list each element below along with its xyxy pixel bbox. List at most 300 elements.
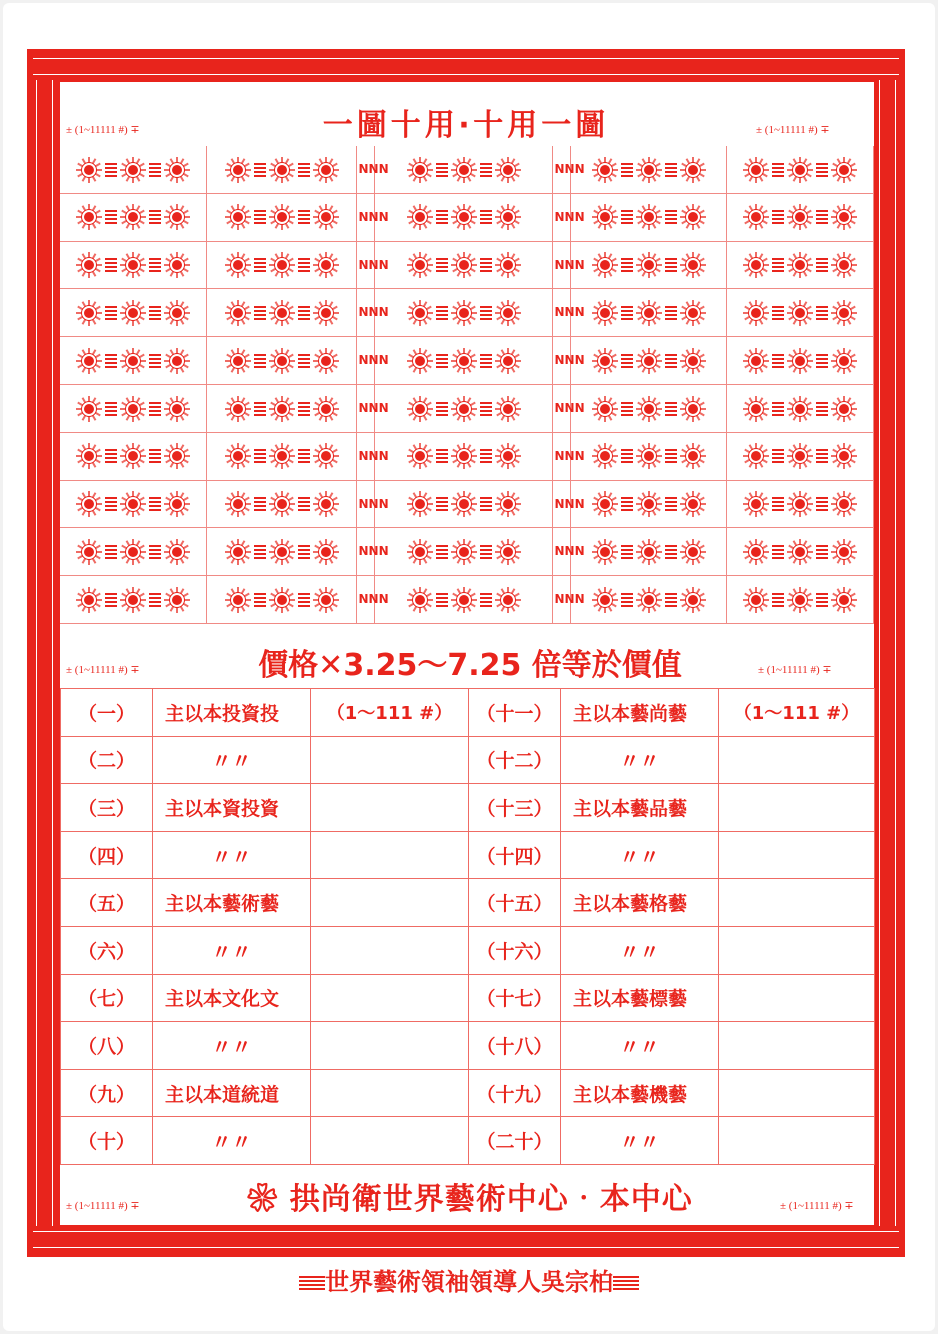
pattern-row <box>60 385 874 433</box>
sun-emblem-icon <box>120 396 146 422</box>
sun-emblem-icon <box>495 539 521 565</box>
sun-emblem-icon <box>313 300 339 326</box>
sun-emblem-icon <box>495 396 521 422</box>
sun-emblem-icon <box>680 157 706 183</box>
table-row <box>61 831 875 879</box>
table-row <box>61 1117 875 1165</box>
triple-bar-icon <box>149 258 161 272</box>
footer-note-right: ± (1~11111 #) ∓ <box>780 1200 854 1212</box>
table-row <box>61 689 875 737</box>
triple-bar-icon <box>480 449 492 463</box>
triple-bar-icon <box>298 354 310 368</box>
leader-title: 世界藝術領袖領導人吳宗柏 <box>325 1267 613 1296</box>
item-number: （四） <box>61 831 153 879</box>
triple-bar-icon <box>665 210 677 224</box>
sun-emblem-icon <box>407 348 433 374</box>
triple-bar-icon <box>621 545 633 559</box>
emblem-cell <box>375 194 553 241</box>
emblem-cell <box>60 289 207 336</box>
z-column-cell <box>357 337 389 384</box>
center-name: ❀ 拱尚衛世界藝術中心‧本中心 <box>247 1182 693 1217</box>
triple-bar-icon <box>254 449 266 463</box>
emblem-cell <box>375 576 553 623</box>
emblem-cell <box>207 385 357 432</box>
item-number: （九） <box>61 1069 153 1117</box>
pattern-row <box>60 289 874 337</box>
sun-emblem-icon <box>787 539 813 565</box>
z-column-cell <box>357 194 389 241</box>
item-range <box>719 1069 875 1117</box>
item-range <box>311 831 469 879</box>
triple-bar-icon <box>772 497 784 511</box>
fret-border-top <box>33 55 899 78</box>
item-description: 主以本藝格藝 <box>561 879 719 927</box>
triple-bar-icon <box>665 449 677 463</box>
sun-emblem-icon <box>636 157 662 183</box>
emblem-cell <box>207 528 357 575</box>
sun-emblem-icon <box>831 204 857 230</box>
sun-emblem-icon <box>680 587 706 613</box>
z-column-cell <box>357 433 389 480</box>
triple-bar-icon <box>298 402 310 416</box>
fret-border-left <box>33 80 56 1226</box>
item-range <box>311 926 469 974</box>
price-title: 價格✕3.25～7.25 倍等於價值 <box>258 648 682 683</box>
emblem-cell <box>207 289 357 336</box>
sun-emblem-icon <box>407 443 433 469</box>
triple-bar-icon <box>480 402 492 416</box>
triple-bar-icon <box>665 497 677 511</box>
item-number: （十六） <box>469 926 561 974</box>
sun-emblem-icon <box>680 491 706 517</box>
sun-emblem-icon <box>787 443 813 469</box>
item-range <box>311 736 469 784</box>
triple-bar-icon <box>621 163 633 177</box>
z-glyph: NNN <box>358 448 389 463</box>
sun-emblem-icon <box>76 300 102 326</box>
sun-emblem-icon <box>225 443 251 469</box>
sun-emblem-icon <box>120 252 146 278</box>
z-glyph: NNN <box>554 448 585 463</box>
triple-bar-icon <box>665 258 677 272</box>
sun-emblem-icon <box>313 491 339 517</box>
z-glyph: NNN <box>554 401 585 415</box>
triple-bar-icon <box>436 354 448 368</box>
item-range <box>719 974 875 1022</box>
sun-emblem-icon <box>743 491 769 517</box>
item-range <box>311 784 469 832</box>
leader-signature <box>180 1262 758 1297</box>
item-number: （八） <box>61 1022 153 1070</box>
triple-bar-icon <box>298 163 310 177</box>
z-glyph: NNN <box>358 209 389 224</box>
sun-emblem-icon <box>495 491 521 517</box>
sun-emblem-icon <box>743 252 769 278</box>
triple-bar-icon <box>149 163 161 177</box>
sun-emblem-icon <box>269 300 295 326</box>
triple-bar-icon <box>298 258 310 272</box>
table-row <box>61 974 875 1022</box>
z-column-cell <box>553 481 585 528</box>
sun-emblem-icon <box>743 396 769 422</box>
item-number: （十） <box>61 1117 153 1165</box>
z-glyph: NNN <box>358 544 389 559</box>
sun-emblem-icon <box>451 157 477 183</box>
item-number: （十二） <box>469 736 561 784</box>
triple-bar-icon <box>816 449 828 463</box>
triple-bar-icon <box>772 449 784 463</box>
emblem-cell <box>60 146 207 193</box>
sun-emblem-icon <box>225 491 251 517</box>
emblem-cell <box>571 146 727 193</box>
z-column-cell <box>357 289 389 336</box>
triple-bar-icon <box>772 402 784 416</box>
z-column-cell <box>553 433 585 480</box>
triple-bar-icon <box>665 545 677 559</box>
emblem-cell <box>727 242 874 289</box>
sun-emblem-icon <box>680 396 706 422</box>
sun-emblem-icon <box>743 157 769 183</box>
item-description: 〃〃 <box>153 926 311 974</box>
sun-emblem-icon <box>313 348 339 374</box>
sun-emblem-icon <box>313 396 339 422</box>
sun-emblem-icon <box>636 204 662 230</box>
triple-bar-icon <box>298 545 310 559</box>
triple-bar-icon <box>621 593 633 607</box>
sun-emblem-icon <box>451 539 477 565</box>
sun-emblem-icon <box>313 157 339 183</box>
triple-bar-icon <box>436 163 448 177</box>
sun-emblem-icon <box>592 491 618 517</box>
triple-bar-icon <box>436 306 448 320</box>
emblem-cell <box>60 194 207 241</box>
item-number: （十四） <box>469 831 561 879</box>
sun-emblem-icon <box>269 539 295 565</box>
pattern-row <box>60 337 874 385</box>
z-glyph: NNN <box>554 257 585 272</box>
triple-bar-icon <box>480 545 492 559</box>
header-note-left: ± (1~11111 #) ∓ <box>66 124 140 136</box>
sun-emblem-icon <box>76 396 102 422</box>
sun-emblem-icon <box>76 157 102 183</box>
item-number: （十八） <box>469 1022 561 1070</box>
sun-emblem-icon <box>495 204 521 230</box>
sun-emblem-icon <box>636 587 662 613</box>
triple-bar-icon <box>105 258 117 272</box>
z-column-cell <box>357 481 389 528</box>
emblem-cell <box>571 242 727 289</box>
z-column-cell <box>553 337 585 384</box>
item-description: 主以本道統道 <box>153 1069 311 1117</box>
sun-emblem-icon <box>407 300 433 326</box>
sun-emblem-icon <box>76 587 102 613</box>
table-row <box>61 784 875 832</box>
item-description: 〃〃 <box>561 926 719 974</box>
emblem-cell <box>727 433 874 480</box>
sun-emblem-icon <box>636 491 662 517</box>
triple-bar-icon <box>816 306 828 320</box>
fret-border-right <box>876 80 899 1226</box>
item-description: 主以本藝標藝 <box>561 974 719 1022</box>
sun-emblem-icon <box>120 204 146 230</box>
pattern-row <box>60 433 874 481</box>
sun-emblem-icon <box>451 396 477 422</box>
emblem-cell <box>727 194 874 241</box>
item-range <box>311 1117 469 1165</box>
sun-emblem-icon <box>407 396 433 422</box>
triple-bar-icon <box>254 354 266 368</box>
sun-emblem-icon <box>120 348 146 374</box>
triple-bar-icon <box>772 306 784 320</box>
triple-bar-icon <box>665 163 677 177</box>
item-description: 主以本資投資 <box>153 784 311 832</box>
pattern-grid <box>60 146 874 624</box>
sun-emblem-icon <box>743 348 769 374</box>
item-number: （十五） <box>469 879 561 927</box>
sun-emblem-icon <box>225 348 251 374</box>
sun-emblem-icon <box>164 587 190 613</box>
sun-emblem-icon <box>636 539 662 565</box>
triple-bar-icon <box>665 306 677 320</box>
pattern-row <box>60 576 874 624</box>
sun-emblem-icon <box>407 157 433 183</box>
sun-emblem-icon <box>787 157 813 183</box>
sun-emblem-icon <box>743 443 769 469</box>
sun-emblem-icon <box>831 300 857 326</box>
sun-emblem-icon <box>451 443 477 469</box>
item-number: （二） <box>61 736 153 784</box>
item-number: （五） <box>61 879 153 927</box>
z-glyph: NNN <box>554 496 585 511</box>
triple-bar-icon <box>665 402 677 416</box>
sun-emblem-icon <box>269 587 295 613</box>
emblem-cell <box>571 337 727 384</box>
triple-bar-icon <box>665 354 677 368</box>
z-column-cell <box>357 385 389 432</box>
triple-bar-icon <box>149 402 161 416</box>
pattern-row <box>60 481 874 529</box>
sun-emblem-icon <box>164 348 190 374</box>
sun-emblem-icon <box>495 348 521 374</box>
triple-bar-icon <box>298 306 310 320</box>
sun-emblem-icon <box>743 204 769 230</box>
item-range <box>719 784 875 832</box>
item-range <box>719 926 875 974</box>
z-glyph: NNN <box>554 162 585 176</box>
triple-bar-icon <box>621 306 633 320</box>
triple-bar-icon <box>105 306 117 320</box>
sun-emblem-icon <box>76 204 102 230</box>
sun-emblem-icon <box>225 539 251 565</box>
sun-emblem-icon <box>164 157 190 183</box>
triple-bar-icon <box>254 593 266 607</box>
emblem-cell <box>375 146 553 193</box>
z-column-cell <box>553 146 585 193</box>
item-range <box>311 1022 469 1070</box>
triple-bar-icon <box>480 497 492 511</box>
sun-emblem-icon <box>164 396 190 422</box>
triple-bar-icon <box>480 163 492 177</box>
z-glyph: NNN <box>358 305 389 320</box>
sun-emblem-icon <box>269 443 295 469</box>
sun-emblem-icon <box>636 396 662 422</box>
sun-emblem-icon <box>680 204 706 230</box>
sun-emblem-icon <box>164 539 190 565</box>
triple-bar-icon <box>436 258 448 272</box>
item-description: 主以本藝尚藝 <box>561 689 719 737</box>
sun-emblem-icon <box>831 539 857 565</box>
triple-bar-icon <box>149 545 161 559</box>
emblem-cell <box>60 481 207 528</box>
emblem-cell <box>571 385 727 432</box>
sun-emblem-icon <box>592 252 618 278</box>
triple-bar-icon <box>436 497 448 511</box>
triple-bar-icon <box>298 449 310 463</box>
sun-emblem-icon <box>592 157 618 183</box>
emblem-cell <box>571 433 727 480</box>
item-description: 〃〃 <box>153 1117 311 1165</box>
sun-emblem-icon <box>451 587 477 613</box>
item-range <box>311 1069 469 1117</box>
sun-emblem-icon <box>787 491 813 517</box>
item-number: （一） <box>61 689 153 737</box>
triple-bar-icon <box>149 449 161 463</box>
sun-emblem-icon <box>451 204 477 230</box>
sun-emblem-icon <box>407 539 433 565</box>
triple-bar-icon <box>665 593 677 607</box>
price-note-right: ± (1~11111 #) ∓ <box>758 664 832 676</box>
item-number: （十三） <box>469 784 561 832</box>
sun-emblem-icon <box>451 252 477 278</box>
sun-emblem-icon <box>636 300 662 326</box>
triple-bar-icon <box>105 163 117 177</box>
triple-bar-icon <box>816 402 828 416</box>
emblem-cell <box>375 481 553 528</box>
z-glyph: NNN <box>554 544 585 559</box>
sun-emblem-icon <box>680 300 706 326</box>
sun-emblem-icon <box>495 157 521 183</box>
triple-bar-icon <box>105 354 117 368</box>
triple-bar-icon <box>816 354 828 368</box>
emblem-cell <box>727 528 874 575</box>
emblem-cell <box>375 242 553 289</box>
sun-emblem-icon <box>120 443 146 469</box>
triple-bar-icon <box>621 449 633 463</box>
triple-bar-icon <box>436 402 448 416</box>
sun-emblem-icon <box>225 300 251 326</box>
z-glyph: NNN <box>554 353 585 368</box>
sun-emblem-icon <box>592 539 618 565</box>
z-glyph: NNN <box>358 162 389 176</box>
sun-emblem-icon <box>164 252 190 278</box>
item-range <box>719 831 875 879</box>
triple-bar-icon <box>621 210 633 224</box>
item-range <box>719 1022 875 1070</box>
emblem-cell <box>60 576 207 623</box>
item-range <box>311 974 469 1022</box>
sun-emblem-icon <box>787 396 813 422</box>
footer-note-left: ± (1~11111 #) ∓ <box>66 1200 140 1212</box>
pattern-row <box>60 194 874 242</box>
emblem-cell <box>571 481 727 528</box>
triple-bar-icon <box>254 163 266 177</box>
sun-emblem-icon <box>407 491 433 517</box>
item-range <box>719 879 875 927</box>
triple-bar-icon <box>105 449 117 463</box>
item-description: 主以本藝術藝 <box>153 879 311 927</box>
sun-emblem-icon <box>313 204 339 230</box>
triple-bar-icon <box>816 258 828 272</box>
emblem-cell <box>207 433 357 480</box>
sun-emblem-icon <box>269 396 295 422</box>
sun-emblem-icon <box>592 396 618 422</box>
z-glyph: NNN <box>358 401 389 415</box>
emblem-cell <box>727 146 874 193</box>
triple-bar-icon <box>772 210 784 224</box>
emblem-cell <box>207 337 357 384</box>
sun-emblem-icon <box>225 252 251 278</box>
sun-emblem-icon <box>831 252 857 278</box>
triple-bar-icon <box>254 497 266 511</box>
triple-bar-icon <box>480 258 492 272</box>
item-description: 主以本藝品藝 <box>561 784 719 832</box>
sun-emblem-icon <box>313 587 339 613</box>
emblem-cell <box>727 576 874 623</box>
sun-emblem-icon <box>76 348 102 374</box>
sun-emblem-icon <box>313 252 339 278</box>
item-number: （二十） <box>469 1117 561 1165</box>
emblem-cell <box>207 576 357 623</box>
item-description: 主以本藝機藝 <box>561 1069 719 1117</box>
emblem-cell <box>727 385 874 432</box>
z-glyph: NNN <box>358 353 389 368</box>
triple-bar-icon <box>105 402 117 416</box>
triple-bar-icon <box>816 163 828 177</box>
item-description: 〃〃 <box>153 736 311 784</box>
emblem-cell <box>60 433 207 480</box>
triple-bar-icon <box>480 593 492 607</box>
emblem-cell <box>60 385 207 432</box>
triple-bar-icon <box>480 306 492 320</box>
triple-bar-icon <box>149 210 161 224</box>
triple-bar-icon <box>254 545 266 559</box>
sun-emblem-icon <box>495 587 521 613</box>
sun-emblem-icon <box>451 491 477 517</box>
sun-emblem-icon <box>787 300 813 326</box>
triple-bar-icon <box>149 593 161 607</box>
sun-emblem-icon <box>120 539 146 565</box>
triple-bar-icon <box>772 593 784 607</box>
sun-emblem-icon <box>592 300 618 326</box>
triple-bar-icon <box>105 497 117 511</box>
triple-bar-icon <box>772 258 784 272</box>
sun-emblem-icon <box>269 491 295 517</box>
triple-bar-icon <box>105 593 117 607</box>
sun-emblem-icon <box>831 443 857 469</box>
sun-emblem-icon <box>120 300 146 326</box>
triple-bar-icon <box>105 210 117 224</box>
triple-bar-icon <box>772 545 784 559</box>
sun-emblem-icon <box>787 252 813 278</box>
item-description: 〃〃 <box>561 736 719 784</box>
triple-bar-icon <box>480 210 492 224</box>
triple-bar-icon <box>621 497 633 511</box>
stripe-left-icon <box>299 1276 325 1291</box>
emblem-cell <box>375 528 553 575</box>
sun-emblem-icon <box>225 204 251 230</box>
item-range <box>311 879 469 927</box>
sun-emblem-icon <box>313 539 339 565</box>
